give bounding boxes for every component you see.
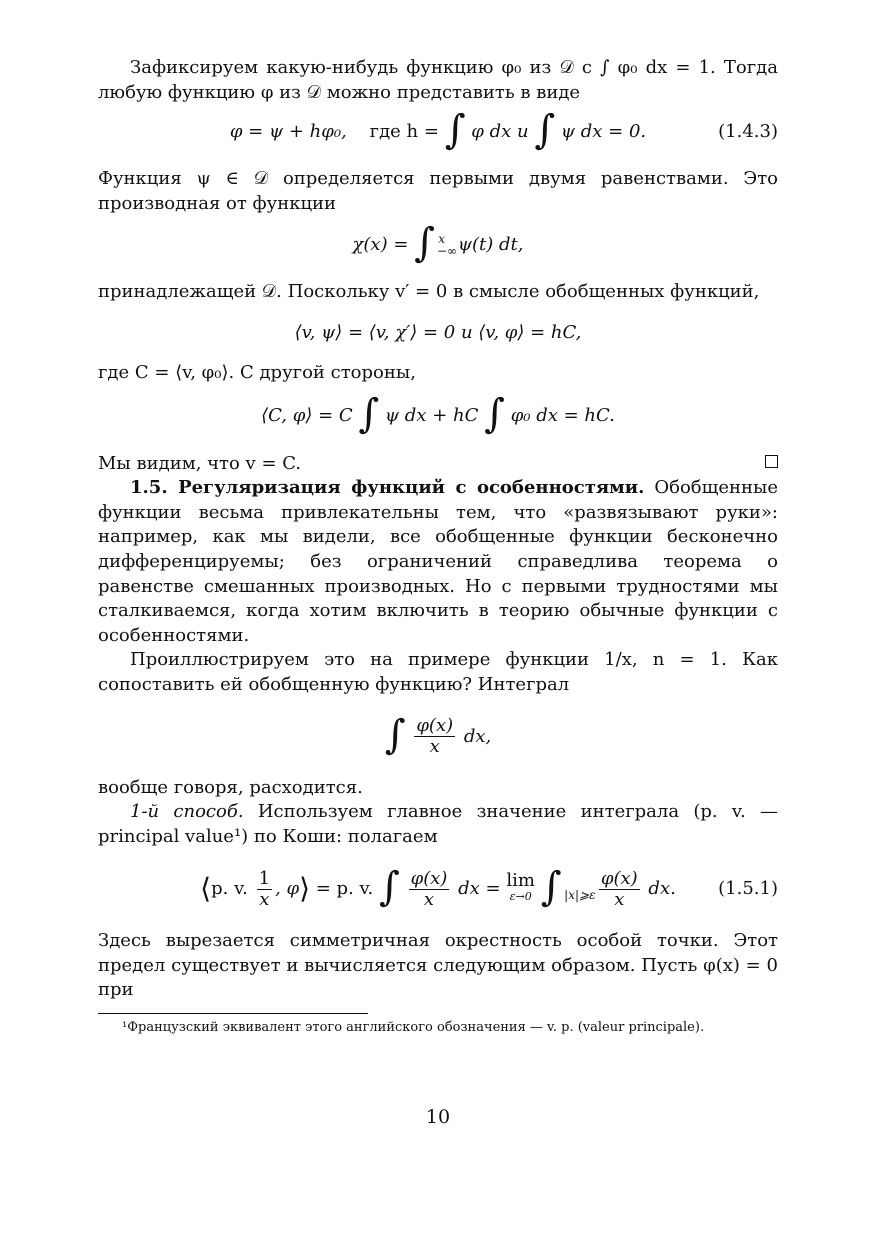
method-label: 1-й способ. [130, 801, 244, 823]
fraction: $\frac{1}{x}$ [258, 867, 271, 910]
page-number: 10 [425, 1106, 451, 1128]
equation-C-phi: ⟨C, φ⟩ = C ∫ ψ dx + hC ∫ φ₀ dx = hC. [261, 390, 615, 437]
paragraph: Здесь вырезается симметричная окрестность особой точки. Этот предел существует и вычисляется следующим образом. Пусть φ(x) = 0 при [98, 930, 778, 1001]
footnote: ¹Французский эквивалент этого английского обозначения — v. p. (valeur principale). [122, 1020, 705, 1036]
section-heading: 1.5. Регуляризация функций с особенностями. [130, 477, 645, 499]
page-body [98, 56, 778, 1038]
integral-sign: ∫ [534, 107, 556, 154]
conclusion-line [98, 452, 778, 477]
equation-pairing: ⟨v, ψ⟩ = ⟨v, χ′⟩ = 0 и ⟨v, φ⟩ = hC, [294, 321, 582, 343]
fraction: $\frac{\varphi(x)}{x}$ [410, 867, 448, 910]
fraction: $\frac{\varphi(x)}{x}$ [600, 867, 638, 910]
integral-sign: ∫ [444, 107, 466, 154]
section-paragraph: 1.5. Регуляризация функций с особенностями. Обобщенные функции весьма привлекательны тем, что «развязывают руки»: например, как мы видели, все обобщенные функции бесконечно дифференцируемы; без ограничений справедлива теорема о равенстве смешанных производных. Но с первыми трудностями мы сталкиваемся, когда хотим включить в теорию обычные функции с особенностями. [98, 477, 778, 646]
integral-with-domain: ∫ |x|⩾ε [540, 864, 596, 911]
equation-chi: χ(x) = ∫ x −∞ ψ(t) dt, [98, 216, 778, 274]
paragraph: вообще говоря, расходится. [98, 776, 363, 798]
footnote-rule [98, 1013, 368, 1014]
paragraph: принадлежащей 𝒟. Поскольку v′ = 0 в смысле обобщенных функций, [98, 281, 760, 303]
equation-number: (1.4.3) [718, 121, 778, 143]
qed-square-icon [765, 455, 778, 468]
paragraph: Зафиксируем какую-нибудь функцию φ₀ из 𝒟 с ∫ φ₀ dx = 1. Тогда любую функцию φ из 𝒟 можно представить в виде [98, 57, 778, 103]
equation-integral-phi-over-x: ∫ $\frac{\varphi(x)}{x}$ dx, [384, 711, 492, 758]
paragraph: 1-й способ. Используем главное значение интеграла (p. v. — principal value¹) по Коши: полагаем [98, 801, 778, 847]
limit: lim ε→0 [506, 870, 535, 904]
equation-number: (1.5.1) [718, 878, 778, 900]
paragraph: где C = ⟨v, φ₀⟩. С другой стороны, [98, 361, 416, 383]
equation-1-4-3: φ = ψ + hφ₀, где h = ∫ φ dx и ∫ ψ dx = 0. (1.4.3) [98, 105, 778, 159]
definite-integral: ∫ x −∞ [414, 220, 457, 267]
equation-1-5-1: ⟨p. v. $\frac{1}{x}$ , φ⟩ = p. v. ∫ $\frac{\varphi(x)}{x}$ dx = lim ε→0 ∫ |x|⩾ε $\frac{\varphi(x)}{x}$ dx. (1.5.1) [98, 849, 778, 929]
paragraph: Мы видим, что v = C. [98, 452, 302, 474]
fraction: $\frac{\varphi(x)}{x}$ [416, 715, 454, 757]
paragraph: Проиллюстрируем это на примере функции 1/x, n = 1. Как сопоставить ей обобщенную функцию? Интеграл [98, 649, 778, 695]
paragraph: Функция ψ ∈ 𝒟 определяется первыми двумя равенствами. Это производная от функции [98, 168, 778, 214]
